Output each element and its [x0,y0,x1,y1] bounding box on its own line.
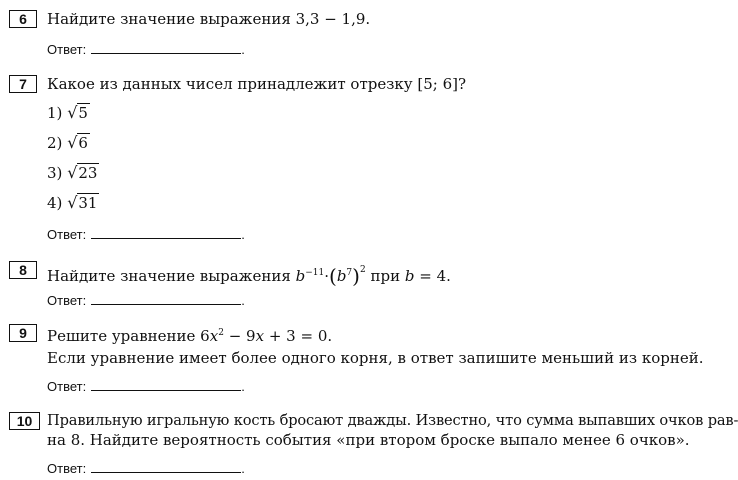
answer-row: Ответ: . [47,227,245,242]
task-number: 7 [9,75,37,93]
answer-row: Ответ: . [47,42,245,57]
sqrt-expression: √23 [67,163,98,182]
task-number: 8 [9,261,37,279]
answer-field[interactable] [91,460,241,473]
task-question: Найдите значение выражения $b^{-11}\cdot(b^7)^2$ при b = 4. [47,264,451,288]
answer-label: Ответ: [47,379,87,394]
option-1: 1) √5 [47,103,88,122]
task-number: 6 [9,10,37,28]
answer-field[interactable] [91,226,241,239]
answer-field[interactable] [91,41,241,54]
sqrt-expression: √6 [67,133,88,152]
task-number: 10 [9,412,40,430]
task-number: 9 [9,324,37,342]
task-question: Какое из данных чисел принадлежит отрезку [5; 6]? [47,75,467,93]
option-4: 4) √31 [47,193,98,212]
task-note: Если уравнение имеет более одного корня, в ответ запишите меньший из корней. [47,349,704,367]
task-question-line-1: Правильную игральную кость бросают дважды. Известно, что сумма выпавших очков рав- [47,412,738,429]
answer-label: Ответ: [47,227,87,242]
answer-field[interactable] [91,378,241,391]
option-2: 2) √6 [47,133,88,152]
task-question-line-2: на 8. Найдите вероятность события «при втором броске выпало менее 6 очков». [47,431,690,449]
answer-row: Ответ: . [47,293,245,308]
task-question: Найдите значение выражения 3,3 − 1,9. [47,10,371,28]
answer-label: Ответ: [47,293,87,308]
sqrt-expression: √31 [67,193,98,212]
answer-label: Ответ: [47,42,87,57]
answer-field[interactable] [91,292,241,305]
option-3: 3) √23 [47,163,98,182]
sqrt-expression: √5 [67,103,88,122]
answer-row: Ответ: . [47,461,245,476]
answer-row: Ответ: . [47,379,245,394]
answer-label: Ответ: [47,461,87,476]
task-question: Решите уравнение $6x^2 - 9x + 3 = 0$. [47,327,333,345]
